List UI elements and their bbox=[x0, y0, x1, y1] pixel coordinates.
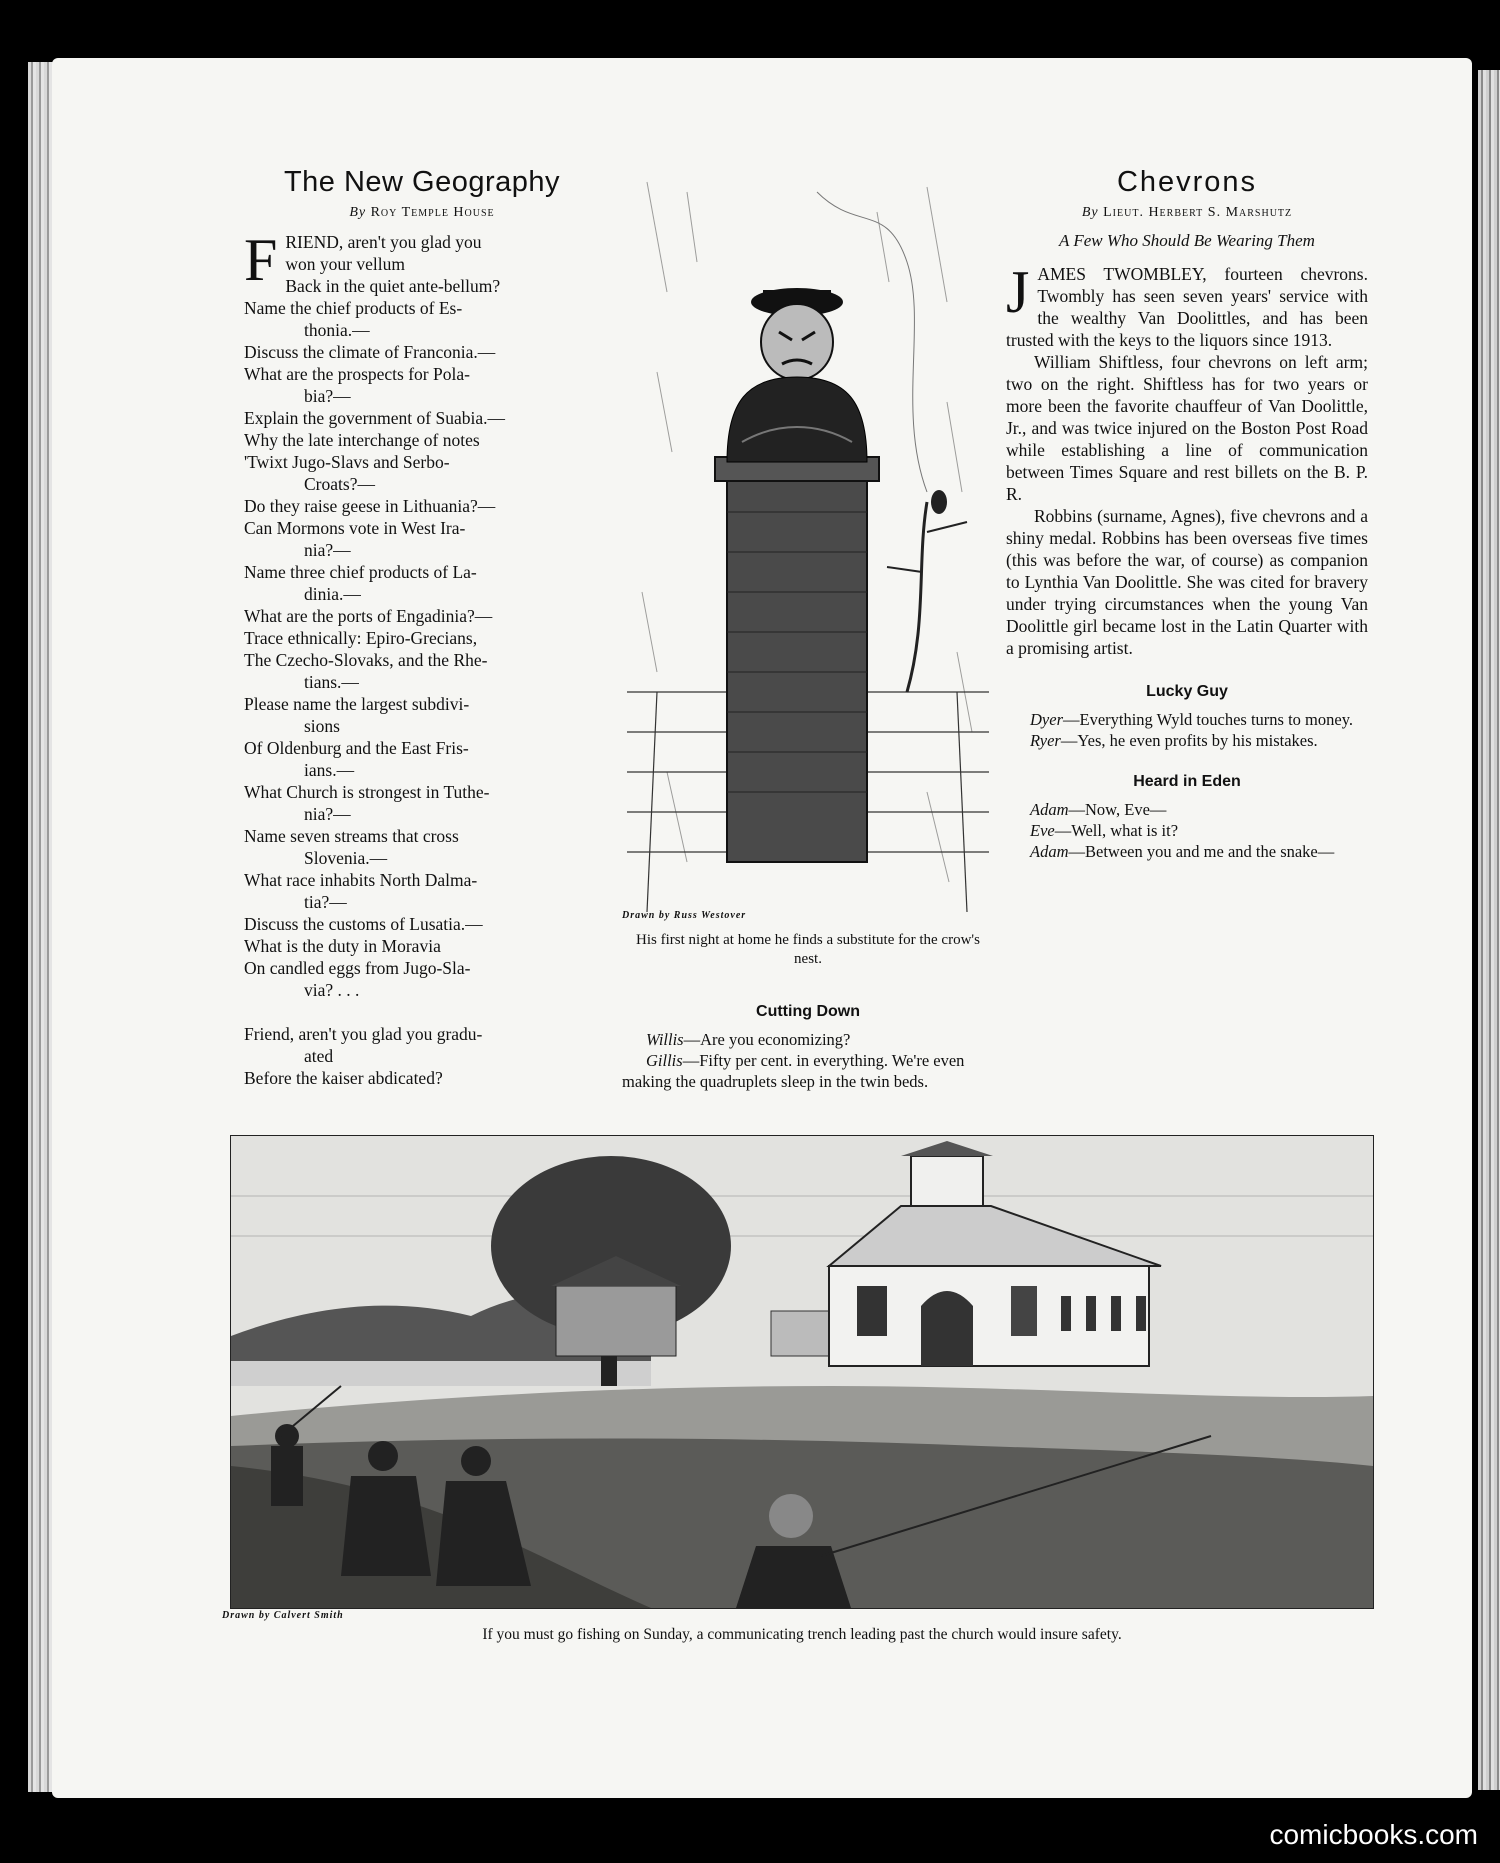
poem-line: via? . . . bbox=[304, 980, 360, 1000]
speaker-dyer: Dyer bbox=[1030, 710, 1063, 729]
poem-line: Back in the quiet ante-bellum? bbox=[285, 276, 501, 296]
poem-line: ated bbox=[304, 1046, 334, 1066]
poem-line: Explain the government of Suabia.— bbox=[244, 408, 505, 428]
book-edge-right bbox=[1478, 70, 1500, 1790]
poem-line: Before the kaiser abdicated? bbox=[244, 1068, 443, 1088]
new-geography-poem bbox=[244, 227, 600, 1001]
poem-line: Slovenia.— bbox=[304, 848, 388, 868]
poem-line: Do they raise geese in Lithuania?— bbox=[244, 496, 496, 516]
poem-line: sions bbox=[304, 716, 340, 736]
poem-line: dinia.— bbox=[304, 584, 361, 604]
cutting-down-dialog bbox=[622, 1029, 994, 1092]
poem-line: Why the late interchange of notes bbox=[244, 430, 480, 450]
poem-line: Please name the largest subdivi- bbox=[244, 694, 470, 714]
poem-line: Name three chief products of La- bbox=[244, 562, 477, 582]
poem-line: What are the ports of Engadinia?— bbox=[244, 606, 493, 626]
poem-line: ians.— bbox=[304, 760, 355, 780]
poem-line: won your vellum bbox=[285, 254, 405, 274]
chevrons-title: Chevrons bbox=[1116, 166, 1258, 198]
dyer-line: —Everything Wyld touches turns to money. bbox=[1062, 710, 1353, 729]
poem-line: Discuss the customs of Lusatia.— bbox=[244, 914, 483, 934]
poem-line: Name the chief products of Es- bbox=[244, 298, 463, 318]
speaker-eve: Eve bbox=[1030, 821, 1055, 840]
church-fishing-illustration bbox=[230, 1135, 1374, 1609]
poem-line: nia?— bbox=[304, 804, 351, 824]
gillis-line: —Fifty per cent. in everything. We're even making the quadruplets sleep in the twin beds. bbox=[622, 1051, 965, 1091]
poem-line: What race inhabits North Dalma- bbox=[244, 870, 478, 890]
new-geography-column bbox=[244, 166, 600, 1089]
eve-line: —Well, what is it? bbox=[1054, 821, 1179, 840]
byline-prefix: By bbox=[349, 205, 367, 220]
willis-line: —Are you economizing? bbox=[683, 1030, 851, 1049]
poem-line: Name seven streams that cross bbox=[244, 826, 459, 846]
poem-line: RIEND, aren't you glad you bbox=[285, 232, 482, 252]
chevrons-paragraph-1: AMES TWOMBLEY, fourteen chevrons. Twombly has seen seven years' service with the wealthy Van Doolittles, and has been trusted with the keys to the liquors since 1913. bbox=[1006, 264, 1368, 350]
new-geography-title: The New Geography bbox=[283, 166, 561, 198]
adam-line-1: —Now, Eve— bbox=[1068, 800, 1167, 819]
speaker-willis: Willis bbox=[646, 1030, 684, 1049]
bottom-caption-area bbox=[222, 1610, 1382, 1644]
drop-cap: J bbox=[1006, 259, 1030, 325]
byline-author: Lieut. Herbert S. Marshutz bbox=[1103, 205, 1293, 220]
poem-line: What Church is strongest in Tuthe- bbox=[244, 782, 490, 802]
westover-credit: Drawn by Russ Westover bbox=[622, 910, 747, 921]
chevrons-paragraph-2: William Shiftless, four chevrons on left arm; two on the right. Shiftless has for two years or more been the favorite chauffeur of Van Doolittle, Jr., and was twice injured on the Boston Post Road while establishing a line of communication between Times Square and rest billets on the B. P. R. bbox=[1006, 352, 1368, 504]
chevrons-column bbox=[1006, 166, 1368, 862]
new-geography-byline bbox=[244, 205, 600, 221]
poem-line: tia?— bbox=[304, 892, 347, 912]
poem-line: On candled eggs from Jugo-Sla- bbox=[244, 958, 471, 978]
heard-in-eden-dialog bbox=[1006, 799, 1368, 862]
poem-line: 'Twixt Jugo-Slavs and Serbo- bbox=[244, 452, 450, 472]
speaker-adam: Adam bbox=[1030, 800, 1069, 819]
adam-line-2: —Between you and me and the snake— bbox=[1068, 842, 1335, 861]
chevrons-paragraph-3: Robbins (surname, Agnes), five chevrons and a shiny medal. Robbins has been overseas five times (this was before the war, of course) as companion to Lynthia Van Doolittle. She was cited for bravery under trying circumstances when the young Van Doolittle girl became lost in the Latin Quarter with a promising artist. bbox=[1006, 506, 1368, 658]
poem-line: Of Oldenburg and the East Fris- bbox=[244, 738, 469, 758]
lucky-guy-heading: Lucky Guy bbox=[1146, 683, 1228, 700]
new-geography-closing bbox=[244, 1023, 600, 1089]
speaker-gillis: Gillis bbox=[646, 1051, 683, 1070]
fishing-caption: If you must go fishing on Sunday, a communicating trench leading past the church would insure safety. bbox=[482, 1626, 1122, 1643]
poem-line: tians.— bbox=[304, 672, 359, 692]
cutting-down-heading: Cutting Down bbox=[756, 1003, 860, 1020]
poem-line: Discuss the climate of Franconia.— bbox=[244, 342, 496, 362]
poem-line: Trace ethnically: Epiro-Grecians, bbox=[244, 628, 478, 648]
byline-prefix: By bbox=[1081, 205, 1099, 220]
lucky-guy-dialog bbox=[1006, 709, 1368, 751]
westover-caption: His first night at home he finds a substitute for the crow's nest. bbox=[636, 932, 980, 967]
speaker-adam: Adam bbox=[1030, 842, 1069, 861]
poem-line: bia?— bbox=[304, 386, 351, 406]
watermark: comicbooks.com bbox=[1269, 1819, 1478, 1850]
byline-author: Roy Temple House bbox=[370, 205, 495, 220]
poem-line: Friend, aren't you glad you gradu- bbox=[244, 1024, 483, 1044]
poem-line: nia?— bbox=[304, 540, 351, 560]
center-text-column bbox=[622, 910, 994, 1092]
poem-line: thonia.— bbox=[304, 320, 370, 340]
chevrons-subtitle: A Few Who Should Be Wearing Them bbox=[1059, 231, 1315, 250]
poem-line: What are the prospects for Pola- bbox=[244, 364, 470, 384]
poem-line: What is the duty in Moravia bbox=[244, 936, 441, 956]
heard-in-eden-heading: Heard in Eden bbox=[1133, 773, 1241, 790]
speaker-ryer: Ryer bbox=[1030, 731, 1061, 750]
poem-line: The Czecho-Slovaks, and the Rhe- bbox=[244, 650, 488, 670]
drop-cap: F bbox=[244, 227, 278, 293]
calvert-smith-credit: Drawn by Calvert Smith bbox=[222, 1610, 344, 1621]
poem-line: Croats?— bbox=[304, 474, 375, 494]
chevrons-byline bbox=[1006, 205, 1368, 221]
chevrons-body bbox=[1006, 259, 1368, 659]
ryer-line: —Yes, he even profits by his mistakes. bbox=[1060, 731, 1318, 750]
chimney-sailor-illustration bbox=[627, 172, 989, 912]
poem-line: Can Mormons vote in West Ira- bbox=[244, 518, 466, 538]
